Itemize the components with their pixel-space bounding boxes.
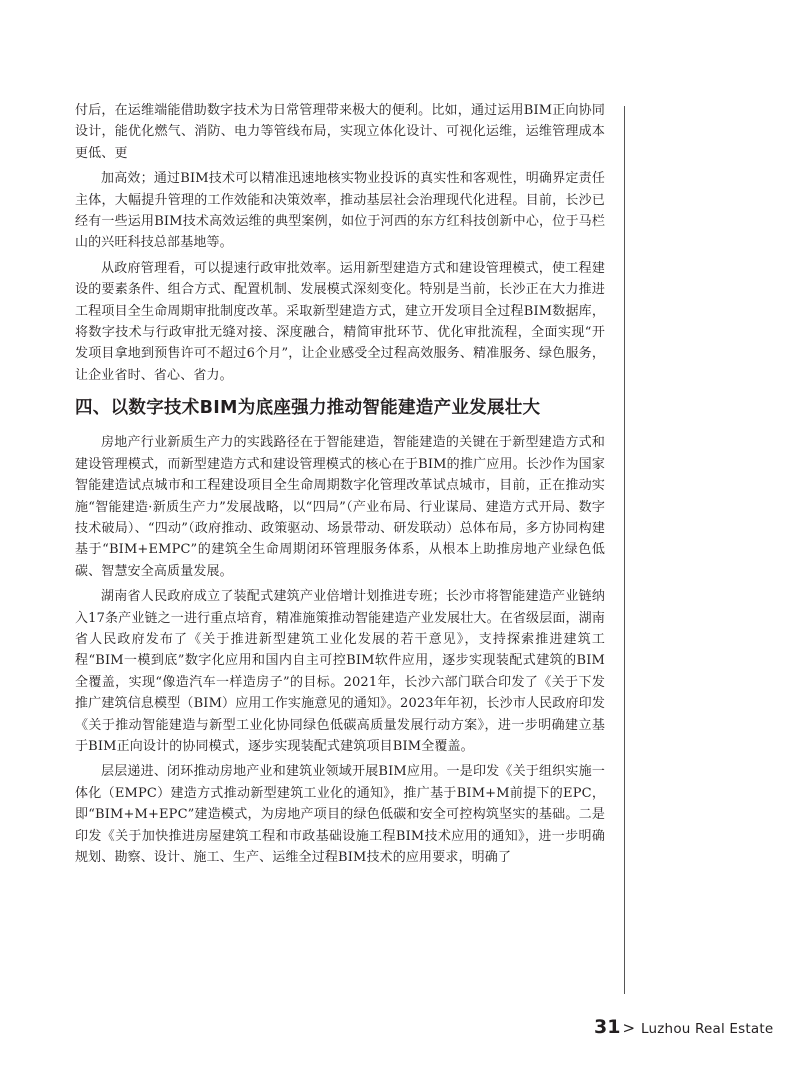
page-number: 31 — [594, 1016, 621, 1038]
paragraph-6: 层层递进、闭环推动房地产业和建筑业领域开展BIM应用。一是印发《关于组织实施一体化（EMPC）建造方式推动新型建筑工业化的通知》，推广基于BIM+M前提下的EPC，即“BIM+M+EPC”建造模式，为房地产项目的绿色低碳和安全可控构筑坚实的基础。二是印发《关于加快推进房屋建筑工程和市政基础设施工程BIM技术应用的通知》，进一步明确规划、勘察、设计、施工、生产、运维全过程BIM技术的应用要求，明确了 — [75, 764, 605, 865]
section-heading: 四、以数字技术BIM为底座强力推动智能建造产业发展壮大 — [75, 398, 541, 419]
paragraph-5: 湖南省人民政府成立了装配式建筑产业倍增计划推进专班；长沙市将智能建造产业链纳入17条产业链之一进行重点培育，精准施策推动智能建造产业发展壮大。在省级层面，湖南省人民政府发布了《关于推进新型建筑工业化发展的若干意见》，支持探索推进建筑工程“BIM一模到底”数字化应用和国内自主可控BIM软件应用，逐步实现装配式建筑的BIM全覆盖，实现“像造汽车一样造房子”的目标。2021年，长沙六部门联合印发了《关于下发推广建筑信息模型（BIM）应用工作实施意见的通知》。2023年年初，长沙市人民政府印发《关于推动智能建造与新型工业化协同绿色低碳高质量发展行动方案》，进一步明确建立基于BIM正向设计的协同模式，逐步实现装配式建筑项目BIM全覆盖。 — [75, 589, 605, 754]
paragraph-3: 从政府管理看，可以提速行政审批效率。运用新型建造方式和建设管理模式，使工程建设的要素条件、组合方式、配置机制、发展模式深刻变化。特别是当前，长沙正在大力推进工程项目全生命周期审批制度改革。采取新型建造方式，建立开发项目全过程BIM数据库，将数字技术与行政审批无缝对接、深度融合，精简审批环节、优化审批流程，全面实现“开发项目拿地到预售许可不超过6个月”，让企业感受全过程高效服务、精准服务、绿色服务，让企业省时、省心、省力。 — [75, 260, 605, 383]
page-footer — [594, 1016, 773, 1038]
publication-name: Luzhou Real Estate — [641, 1021, 774, 1037]
paragraph-4: 房地产行业新质生产力的实践路径在于智能建造，智能建造的关键在于新型建造方式和建设管理模式，而新型建造方式和建设管理模式的核心在于BIM的推广应用。长沙作为国家智能建造试点城市和工程建设项目全生命周期数字化管理改革试点城市，目前，正在推动实施“智能建造·新质生产力”发展战略，以“四局”（产业布局、行业谋局、建造方式开局、数字技术破局）、“四动”（政府推动、政策驱动、场景带动、研发联动）总体布局，多方协同构建基于“BIM+EMPC”的建筑全生命周期闭环管理服务体系，从根本上助推房地产业绿色低碳、智慧安全高质量发展。 — [75, 435, 605, 579]
paragraph-1: 付后，在运维端能借助数字技术为日常管理带来极大的便利。比如，通过运用BIM正向协同设计，能优化燃气、消防、电力等管线布局，实现立体化设计、可视化运维，运维管理成本更低、更 — [75, 103, 605, 161]
margin-rule — [624, 106, 625, 994]
article-body — [75, 100, 605, 872]
paragraph-2: 加高效；通过BIM技术可以精准迅速地核实物业投诉的真实性和客观性，明确界定责任主体，大幅提升管理的工作效能和决策效率，推动基层社会治理现代化进程。目前，长沙已经有一些运用BIM技术高效运维的典型案例，如位于河西的东方红科技创新中心，位于马栏山的兴旺科技总部基地等。 — [75, 171, 605, 251]
arrow-icon: > — [622, 1019, 636, 1037]
